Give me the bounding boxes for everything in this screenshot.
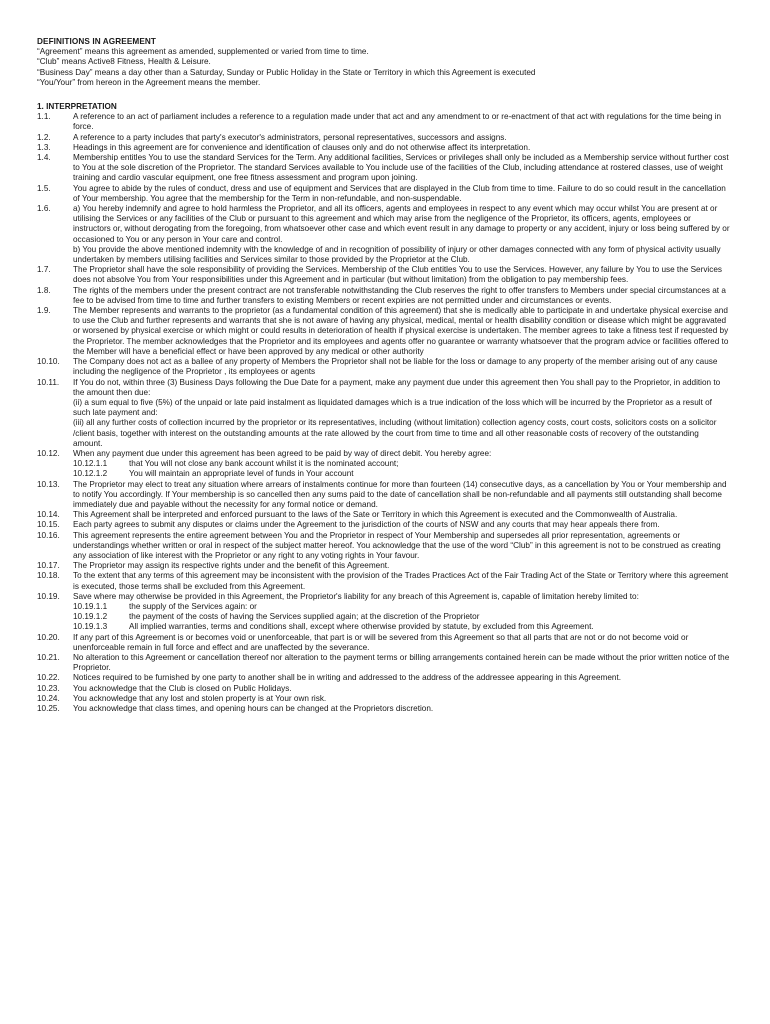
clause-number: 10.23. xyxy=(37,683,60,693)
clause-number: 10.21. xyxy=(37,652,60,662)
clause-body xyxy=(73,684,730,694)
clause-text: The Proprietor shall have the sole responsibility of providing the Services. Membership of the Club entitles You to use the Services. However, any failure by You to use the Services does not absolve You from Your responsibilities under this Agreement and in particular (but without limitation) from the obligation to pay membership fees. xyxy=(73,265,722,285)
clause xyxy=(37,306,730,357)
definition-line: “Agreement” means this agreement as amended, supplemented or varied from time to time. xyxy=(37,47,369,57)
clause-number: 10.18. xyxy=(37,571,60,581)
clause-body xyxy=(73,510,730,520)
clause-text: The Proprietor may elect to treat any situation where arrears of instalments continue for more than fourteen (14) consecutive days, as a cancellation by You or Your membership and to notify You accordingly. If Your membership is so cancelled then any sums paid to the date of cancellation shall be non-refundable and all payments still outstanding shall become immediately due and payable without the necessity for any formal notice or demand. xyxy=(73,479,727,509)
subclause xyxy=(37,622,730,632)
clause-text: The Member represents and warrants to the proprietor (as a fundamental condition of this agreement) that she is medically able to participate in and undertake physical exercise and to use the Club and further represents and warrants that she is not aware of having any physical, medical, mental or health disability condition or disease which might be aggravated or worsened by physical exercise or which might or could results in deterioration of health if physical exercise is undertaken. The member agrees to take a fitness test if requested by the Proprietor. The member acknowledges that the Proprietor and its employees and agents offer no guarantee or warranty whatsoever that the program advice or facilities offered to the Member will have a beneficial effect or have been approved by any medical or other authority xyxy=(73,306,729,356)
clause-number: 1.8. xyxy=(37,285,51,295)
clause-body xyxy=(73,133,730,143)
clause-number: 10.17. xyxy=(37,561,60,571)
clause-text: The rights of the members under the present contract are not transferable notwithstanding the Club reserves the right to offer transfers to Members under special circumstances at a fee to be advised from time to time and further transfers to existing Members or recent expiries are not permitted under and circumstances or events. xyxy=(73,285,726,305)
clause-body xyxy=(73,704,730,714)
clause-number: 10.11. xyxy=(37,377,60,387)
clause-text: A reference to a party includes that party's executor's administrators, personal representatives, successors and assigns. xyxy=(73,132,507,142)
clause-body xyxy=(73,694,730,704)
clause-body xyxy=(73,357,730,377)
clause-text: b) You provide the above mentioned indemnity with the knowledge of and in recognition of possibility of injury or other damages connected with any form of physical activity usually undertaken by members utilising facilities and Services similar to those provided by the Proprietor at the Club. xyxy=(73,244,721,265)
clause xyxy=(37,510,730,520)
clause-number: 1.7. xyxy=(37,265,51,275)
clause-text: a) You hereby indemnify and agree to hold harmless the Proprietor, and all its officers, agents and employees in respect to any event which may occur whilst You are present at or utilising the Services or any facilities of the Club or pursuant to this agreement and which may arise from the negligence of the Proprietor, its officers, agents, employees or instructors or, without derogating from the foregoing, from whatsoever other case and which event result in any damage to property or any accident, injury or loss being suffered by or occasioned to You or any person in Your care and control. xyxy=(73,204,730,244)
clause-body xyxy=(73,286,730,306)
clause xyxy=(37,184,730,204)
clause-body xyxy=(73,184,730,204)
clause-body xyxy=(73,673,730,683)
clause-number: 10.12. xyxy=(37,448,60,458)
definition-line: “Business Day” means a day other than a Saturday, Sunday or Public Holiday in the State or Territory in which this Agreement is executed xyxy=(37,67,536,77)
subclause-number: 10.12.1.1 xyxy=(73,459,108,469)
clause-body xyxy=(73,633,730,653)
clause-text: Save where may otherwise be provided in this Agreement, the Proprietor's liability for any breach of this Agreement is, capable of limitation hereby limited to: xyxy=(73,591,639,601)
definitions-heading: DEFINITIONS IN AGREEMENT xyxy=(37,37,156,46)
clause xyxy=(37,653,730,673)
clause xyxy=(37,449,730,459)
clause xyxy=(37,143,730,153)
subclause-text: that You will not close any bank account whilst it is the nominated account; xyxy=(129,459,399,469)
clause-text: Membership entitles You to use the standard Services for the Term. Any additional facilities, Services or privileges shall only be included as a Membership service without further cost to You at the sole discretion of the Proprietor. The standard Services available to You include use of the facilities of the Club, including attendance at rostered classes, use of weight training and cardio vascular equipment, one free fitness assessment and program upon joining. xyxy=(73,153,729,183)
clause-number: 10.15. xyxy=(37,520,60,530)
clause xyxy=(37,694,730,704)
clause-text: This Agreement shall be interpreted and enforced pursuant to the laws of the Sate or Territory in which this Agreement is executed and the Commonwealth of Australia. xyxy=(73,510,678,520)
clause-number: 1.1. xyxy=(37,112,51,122)
clause xyxy=(37,571,730,591)
subclause xyxy=(37,602,730,612)
clause xyxy=(37,357,730,377)
clause-number: 1.2. xyxy=(37,132,51,142)
clause-body xyxy=(73,561,730,571)
clause-number: 1.3. xyxy=(37,142,51,152)
clause xyxy=(37,265,730,285)
clause-body xyxy=(73,531,730,562)
clause-number: 10.24. xyxy=(37,693,60,703)
clause xyxy=(37,592,730,602)
clause-text: Each party agrees to submit any disputes or claims under the Agreement to the jurisdiction of the courts of NSW and any courts that may hear appeals there from. xyxy=(73,520,660,530)
subclause-text: All implied warranties, terms and conditions shall, except where otherwise provided by statute, by excluded from this Agreement. xyxy=(129,622,594,632)
clause-text: To the extent that any terms of this agreement may be inconsistent with the provision of the Trades Practices Act of the Fair Trading Act of the State or Territory where this agreement is executed, those terms shall be excluded from this Agreement. xyxy=(73,571,729,591)
subclause xyxy=(37,459,730,469)
clause-body xyxy=(73,378,730,449)
subclause-number: 10.19.1.2 xyxy=(73,612,108,622)
clause xyxy=(37,704,730,714)
clause-body xyxy=(73,571,730,591)
clause-text: You agree to abide by the rules of conduct, dress and use of equipment and Services that are displayed in the Club from time to time. Failure to do so could result in the cancellation of Your membership. You agree that the membership for the Term in non-refundable, and non-suspendable. xyxy=(73,183,726,203)
clause-number: 10.13. xyxy=(37,479,60,489)
definitions-list xyxy=(37,47,730,88)
clause-body xyxy=(73,653,730,673)
subclause-text: the payment of the costs of having the Services supplied again; at the discretion of the Proprietor xyxy=(129,612,480,622)
subclause-number: 10.19.1.3 xyxy=(73,622,108,632)
clause-number: 10.19. xyxy=(37,591,60,601)
clause-text: Notices required to be furnished by one party to another shall be in writing and addressed to the address of the addressee appearing in this Agreement. xyxy=(73,673,621,683)
definition-line: “Club” means Active8 Fitness, Health & Leisure. xyxy=(37,57,211,67)
clause-body xyxy=(73,520,730,530)
clause xyxy=(37,673,730,683)
clause xyxy=(37,133,730,143)
clause-number: 10.16. xyxy=(37,530,60,540)
clause-number: 1.6. xyxy=(37,204,51,214)
clause-number: 10.10. xyxy=(37,357,60,367)
clause-body xyxy=(73,265,730,285)
clause-text: If any part of this Agreement is or becomes void or unenforceable, that part is or will be severed from this Agreement so that all parts that are not or do not become void or unenforceable remain in full force and effect and are unaffected by the severance. xyxy=(73,632,689,652)
clause xyxy=(37,561,730,571)
clause-body xyxy=(73,204,730,265)
subclause-number: 10.12.1.2 xyxy=(73,469,108,479)
clause-number: 10.25. xyxy=(37,704,60,713)
clause xyxy=(37,531,730,562)
clause-text: The Company does not act as a ballee of any property of Members the Proprietor shall not be liable for the loss or damage to any property of the member arising out of any cause including the negligence of the Proprietor , its employees or agents xyxy=(73,357,718,377)
clause-number: 1.5. xyxy=(37,183,51,193)
clause xyxy=(37,520,730,530)
subclause xyxy=(37,469,730,479)
clause-text: You acknowledge that the Club is closed on Public Holidays. xyxy=(73,683,292,693)
clause xyxy=(37,112,730,132)
clause-text: You acknowledge that class times, and opening hours can be changed at the Proprietors discretion. xyxy=(73,704,434,713)
clause-body xyxy=(73,480,730,511)
clause-text: (ii) a sum equal to five (5%) of the unpaid or late paid instalment as liquidated damages which is a true indication of the loss which will be incurred by the Proprietor as a result of such late payment and: xyxy=(73,397,712,418)
clause-body xyxy=(73,143,730,153)
clause-number: 10.20. xyxy=(37,632,60,642)
interpretation-heading: 1. INTERPRETATION xyxy=(37,102,117,112)
clause-number: 10.22. xyxy=(37,673,60,683)
clause xyxy=(37,684,730,694)
clause-text: No alteration to this Agreement or cancellation thereof nor alteration to the payment terms or billing arrangements contained herein can be made without the prior written notice of the Proprietor. xyxy=(73,652,730,673)
clause-text: Headings in this agreement are for convenience and identification of clauses only and do not otherwise affect its interpretation. xyxy=(73,142,531,152)
clause xyxy=(37,204,730,265)
clause-text: (iii) all any further costs of collection incurred by the proprietor or its representatives, including (without limitation) collection agency costs, court costs, solicitors costs on a solicitor /client basis, together with interest on the outstanding amounts at the rate allowed by the court from time to time and all other reasonable costs of recovery of the outstanding amount. xyxy=(73,418,717,448)
clause-text: When any payment due under this agreement has been agreed to be paid by way of direct debit. You hereby agree: xyxy=(73,448,492,458)
clause xyxy=(37,378,730,449)
subclause-text: You will maintain an appropriate level of funds in Your account xyxy=(129,469,354,479)
clause-text: You acknowledge that any lost and stolen property is at Your own risk. xyxy=(73,693,327,703)
clause-number: 1.9. xyxy=(37,306,51,316)
clause-text: The Proprietor may assign its respective rights under and the benefit of this Agreement. xyxy=(73,561,390,571)
clause-text: If You do not, within three (3) Business Days following the Due Date for a payment, make any payment due under this agreement then You shall pay to the Proprietor, in addition to the amount then due: xyxy=(73,377,721,397)
subclause-number: 10.19.1.1 xyxy=(73,601,108,611)
clause-body xyxy=(73,592,730,602)
clause-text: This agreement represents the entire agreement between You and the Proprietor in respect of Your Membership and supersedes all prior representation, agreements or understandings whether written or oral in respect of the subject matter hereof. You acknowledge that the use of the word “Club” in this agreement is not to be construed as creating any association of like interest with the Proprietor or any right to any voting rights in Your favour. xyxy=(73,530,721,560)
clause xyxy=(37,480,730,511)
subclause-text: the supply of the Services again: or xyxy=(129,601,257,611)
subclause xyxy=(37,612,730,622)
clause-body xyxy=(73,306,730,357)
clause-list xyxy=(37,112,730,714)
clause-text: A reference to an act of parliament includes a reference to a regulation made under that act and any amendment to or re-enactment of that act with regulations for the time being in force. xyxy=(73,112,722,132)
clause-number: 1.4. xyxy=(37,153,51,163)
clause xyxy=(37,153,730,184)
clause-body xyxy=(73,449,730,459)
clause-number: 10.14. xyxy=(37,510,60,520)
clause-body xyxy=(73,153,730,184)
definition-line: “You/Your” from hereon in the Agreement means the member. xyxy=(37,77,261,87)
clause xyxy=(37,286,730,306)
clause xyxy=(37,633,730,653)
clause-body xyxy=(73,112,730,132)
